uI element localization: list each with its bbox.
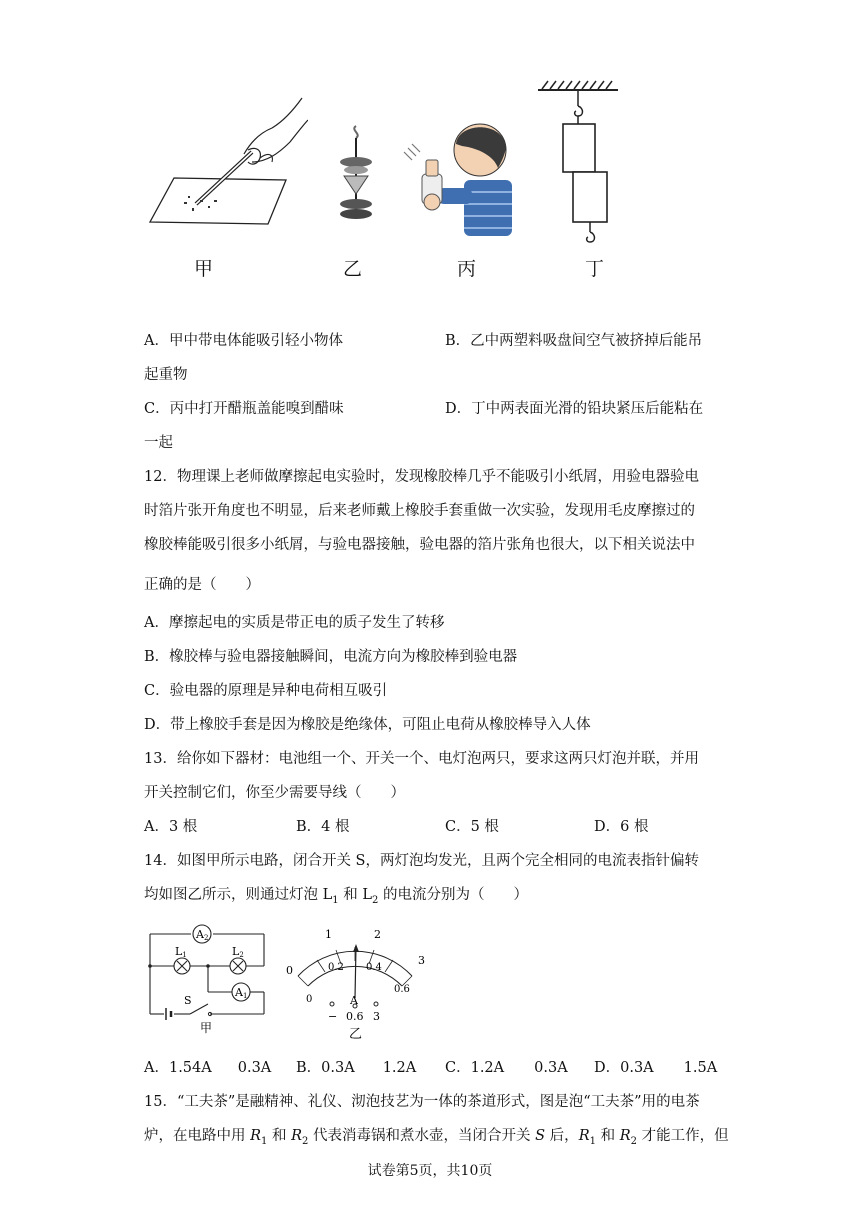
terminal-3: 3: [373, 1010, 380, 1023]
q14-stem-line: 14．如图甲所示电路，闭合开关 S，两灯泡均发光，且两个完全相同的电流表指针偏转: [144, 853, 699, 869]
figure-yi-suction-cups: [336, 122, 376, 238]
dial-bottom-2: 0.4: [366, 962, 382, 973]
dial-pointer-label: A: [350, 994, 358, 1007]
figure-caption-ding: 丁: [585, 258, 605, 280]
dial-caption-yi: 乙: [349, 1027, 363, 1042]
q12-stem-line: 时箔片张开角度也不明显，后来老师戴上橡胶手套重做一次实验，发现用毛皮摩擦过的: [144, 503, 695, 519]
figure-caption-bing: 丙: [457, 258, 477, 280]
terminal-0-6: 0.6: [346, 1010, 364, 1023]
q11-option-d-continued: 一起: [144, 435, 173, 451]
q12-option-b: B．橡胶棒与验电器接触瞬间，电流方向为橡胶棒到验电器: [144, 649, 518, 665]
dial-top-0: 0: [286, 964, 293, 977]
figure-ding-lead-blocks: [536, 78, 620, 246]
q14-option-d: D．0.3A 1.5A: [594, 1060, 718, 1076]
q11-option-a: A．甲中带电体能吸引轻小物体: [144, 333, 343, 349]
q12-stem-line: 12．物理课上老师做摩擦起电实验时，发现橡胶棒几乎不能吸引小纸屑，用验电器验电: [144, 469, 699, 485]
q13-option-b: B．4 根: [296, 819, 350, 835]
figure-jia-rod: [148, 92, 308, 232]
switch-s-label: S: [184, 994, 192, 1007]
q13-option-d: D．6 根: [594, 819, 649, 835]
q13-option-c: C．5 根: [445, 819, 499, 835]
q12-option-c: C．验电器的原理是异种电荷相互吸引: [144, 683, 388, 699]
dial-top-3: 3: [418, 954, 425, 967]
q15-stem-line: 15．“工夫茶”是融精神、礼仪、沏泡技艺为一体的茶道形式，图是泡“工夫茶”用的电茶: [144, 1094, 700, 1110]
dial-top-1: 1: [325, 928, 332, 941]
q12-stem-line: 橡胶棒能吸引很多小纸屑，与验电器接触，验电器的箔片张角也很大，以下相关说法中: [144, 537, 695, 553]
ammeter-a1-label: A1: [235, 986, 248, 1000]
dial-bottom-0: 0: [306, 994, 313, 1005]
dial-bottom-1: 0.2: [328, 962, 344, 973]
figure-caption-jia: 甲: [194, 258, 214, 280]
q13-option-a: A．3 根: [144, 819, 198, 835]
q14-stem-line: 均如图乙所示，则通过灯泡 $L_1$ 和 $L_2$ 的电流分别为（ ）: [144, 887, 528, 906]
q13-stem-line: 开关控制它们，你至少需要导线（ ）: [144, 785, 405, 801]
q13-stem-line: 13．给你如下器材：电池组一个、开关一个、电灯泡两只，要求这两只灯泡并联，并用: [144, 751, 699, 767]
q14-option-b: B．0.3A 1.2A: [296, 1060, 417, 1076]
ammeter-dial-yi: [280, 924, 430, 1044]
page-footer: 试卷第5页，共10页: [367, 1163, 493, 1179]
dial-top-2: 2: [374, 928, 381, 941]
q12-option-d: D．带上橡胶手套是因为橡胶是绝缘体，可阻止电荷从橡胶棒导入人体: [144, 717, 591, 733]
q11-option-b-continued: 起重物: [144, 367, 188, 383]
ammeter-a2-label: A2: [196, 928, 209, 942]
q12-stem-line: 正确的是（ ）: [144, 577, 260, 593]
q12-option-a: A．摩擦起电的实质是带正电的质子发生了转移: [144, 615, 445, 631]
lamp-l1-label: L1: [175, 945, 187, 959]
dial-bottom-3: 0.6: [394, 984, 410, 995]
q11-option-d: D．丁中两表面光滑的铅块紧压后能粘在: [445, 401, 704, 417]
q14-option-c: C．1.2A 0.3A: [445, 1060, 568, 1076]
q14-option-a: A．1.54A 0.3A: [144, 1060, 272, 1076]
q11-option-c: C．丙中打开醋瓶盖能嗅到醋味: [144, 401, 344, 417]
q15-stem-line: 炉，在电路中用 $R_1$ 和 $R_2$ 代表消毒锅和煮水壶，当闭合开关 S 后，$R_1$ 和 $R_2$ 才能工作，但: [144, 1128, 729, 1147]
figure-bing-boy-bottle: [400, 118, 518, 240]
circuit-diagram-jia: [144, 922, 270, 1034]
lamp-l2-label: L2: [232, 945, 244, 959]
figure-caption-yi: 乙: [343, 258, 363, 280]
q11-option-b: B．乙中两塑料吸盘间空气被挤掉后能吊: [445, 333, 703, 349]
circuit-caption-jia: 甲: [200, 1021, 213, 1034]
terminal-minus: −: [328, 1010, 338, 1023]
